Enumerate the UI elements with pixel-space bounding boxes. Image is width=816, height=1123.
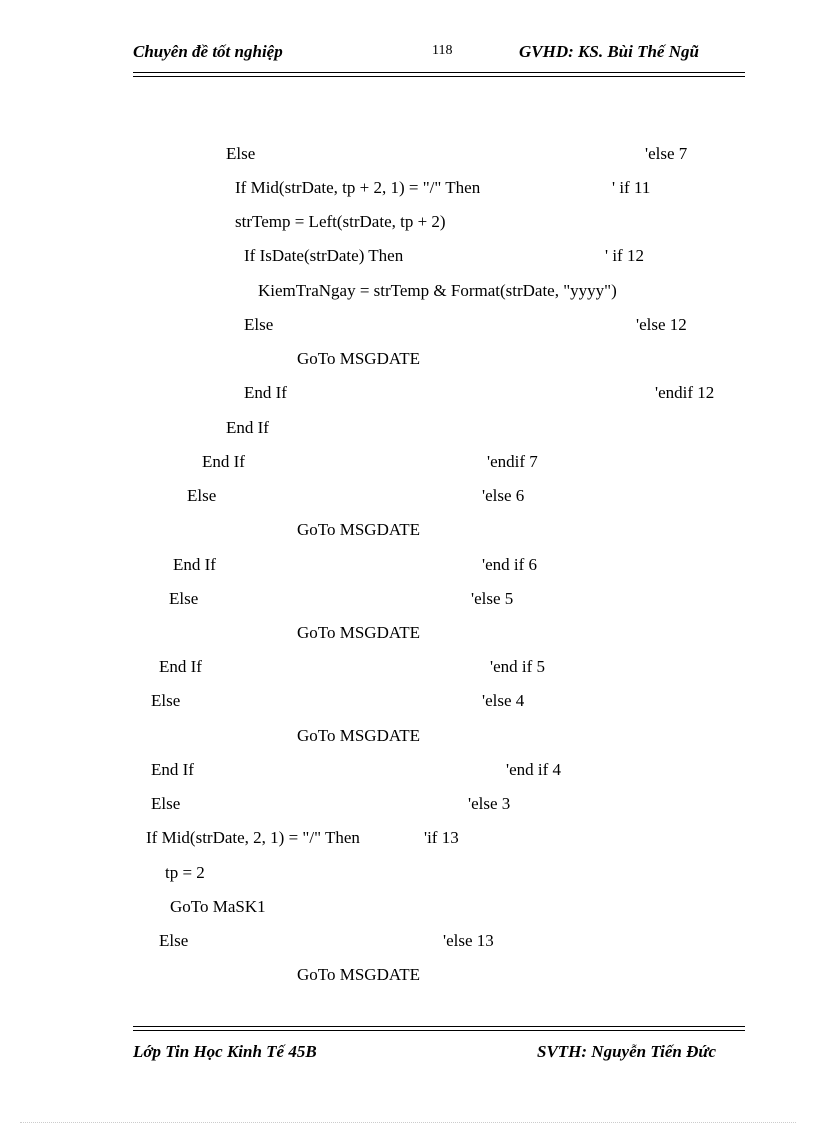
code-line: Else (151, 691, 181, 710)
code-line: Else (151, 794, 181, 813)
footer-class: Lớp Tin Học Kinh Tế 45B (133, 1042, 317, 1061)
code-line: If IsDate(strDate) Then (244, 246, 404, 265)
code-line: End If (244, 383, 287, 402)
code-line: Else (187, 486, 217, 505)
header-supervisor: GVHD: KS. Bùi Thế Ngũ (519, 42, 699, 61)
code-comment: 'else 7 (645, 144, 688, 163)
code-comment: 'end if 5 (490, 657, 545, 676)
code-line: KiemTraNgay = strTemp & Format(strDate, "yyyy") (258, 281, 617, 300)
code-line: Else (244, 315, 274, 334)
code-line: Else (159, 931, 189, 950)
code-line: GoTo MSGDATE (297, 726, 421, 745)
footer-rule (133, 1026, 745, 1027)
code-comment: 'endif 7 (487, 452, 538, 471)
code-comment: 'endif 12 (655, 383, 715, 402)
code-line: GoTo MSGDATE (297, 349, 421, 368)
code-line: End If (226, 418, 269, 437)
code-comment: 'end if 6 (482, 555, 537, 574)
code-line: strTemp = Left(strDate, tp + 2) (235, 212, 446, 231)
code-line: End If (173, 555, 216, 574)
header-rule-2 (133, 76, 745, 77)
code-line: tp = 2 (165, 863, 205, 882)
code-comment: ' if 12 (605, 246, 644, 265)
code-line: If Mid(strDate, tp + 2, 1) = "/" Then (235, 178, 481, 197)
code-line: GoTo MSGDATE (297, 623, 421, 642)
footer-rule-2 (133, 1030, 745, 1031)
code-line: End If (159, 657, 202, 676)
code-comment: 'else 13 (443, 931, 494, 950)
code-comment: 'else 6 (482, 486, 525, 505)
code-comment: 'else 4 (482, 691, 525, 710)
code-comment: 'else 12 (636, 315, 687, 334)
code-line: Else (226, 144, 256, 163)
code-line: If Mid(strDate, 2, 1) = "/" Then (146, 828, 360, 847)
code-comment: ' if 11 (612, 178, 651, 197)
code-comment: 'if 13 (424, 828, 459, 847)
code-comment: 'end if 4 (506, 760, 561, 779)
code-comment: 'else 3 (468, 794, 511, 813)
code-line: End If (202, 452, 245, 471)
header-rule (133, 72, 745, 73)
code-comment: 'else 5 (471, 589, 514, 608)
footer-student: SVTH: Nguyễn Tiến Đức (537, 1042, 717, 1061)
code-line: GoTo MaSK1 (170, 897, 266, 916)
code-line: Else (169, 589, 199, 608)
code-line: End If (151, 760, 194, 779)
header-title: Chuyên đề tốt nghiệp (133, 42, 283, 61)
code-line: GoTo MSGDATE (297, 520, 421, 539)
code-line: GoTo MSGDATE (297, 965, 421, 984)
page-number: 118 (432, 43, 453, 58)
